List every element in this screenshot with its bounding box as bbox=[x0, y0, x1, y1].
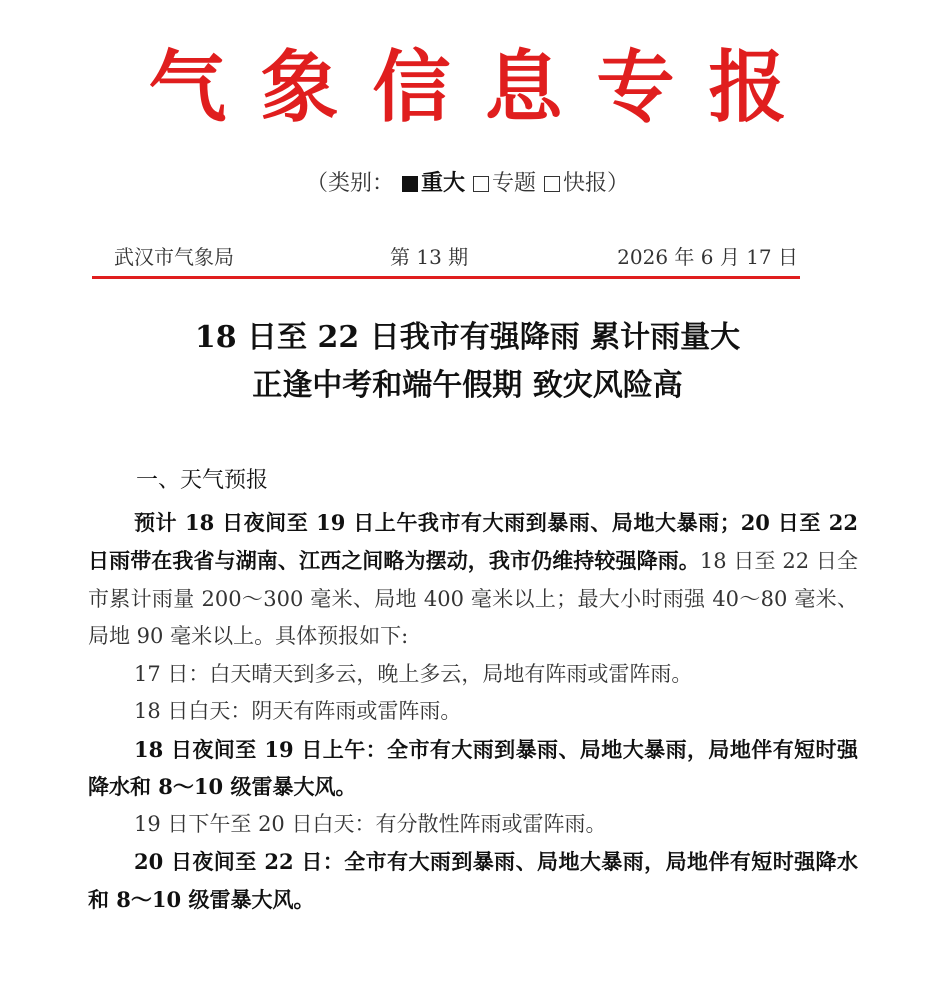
category-line bbox=[0, 166, 935, 202]
checked-box-icon bbox=[402, 176, 418, 192]
report-body bbox=[88, 462, 858, 918]
issuer: 武汉市气象局 bbox=[114, 245, 234, 269]
forecast-summary-rest: 18 日至 22 日全市累计雨量 200～300 毫米、局地 400 毫米以上；最大小时雨强 40～80 毫米、局地 90 毫米以上。具体预报如下: bbox=[88, 549, 858, 648]
category-option-major: 重大 bbox=[420, 171, 465, 196]
unchecked-box-icon bbox=[544, 176, 560, 192]
forecast-summary-bold: 预计 18 日夜间至 19 日上午我市有大雨到暴雨、局地大暴雨；20 日至 22 日雨带在我省与湖南、江西之间略为摆动，我市仍维持较强降雨。 bbox=[88, 509, 858, 573]
headline-line-1: 18 日至 22 日我市有强降雨 累计雨量大 bbox=[194, 320, 741, 355]
forecast-day-19: 19 日下午至 20 日白天：有分散性阵雨或雷阵雨。 bbox=[134, 811, 607, 836]
category-option-flash: 快报 bbox=[563, 171, 608, 196]
forecast-day-18-daytime: 18 日白天：阴天有阵雨或雷阵雨。 bbox=[134, 699, 462, 723]
issue-number: 第 13 期 bbox=[390, 245, 469, 269]
red-divider bbox=[92, 276, 800, 279]
forecast-summary bbox=[88, 504, 858, 656]
forecast-day-17: 17 日：白天晴天到多云，晚上多云，局地有阵雨或雷阵雨。 bbox=[134, 661, 693, 686]
masthead-title: 气象信息专报 bbox=[148, 42, 821, 133]
section-heading: 一、天气预报 bbox=[136, 468, 269, 493]
issue-date: 2026 年 6 月 17 日 bbox=[617, 245, 798, 269]
category-prefix: （类别： bbox=[305, 171, 394, 196]
category-suffix: ） bbox=[607, 171, 630, 196]
category-option-topic: 专题 bbox=[491, 171, 536, 196]
unchecked-box-icon bbox=[473, 176, 489, 192]
forecast-day-18-night: 18 日夜间至 19 日上午：全市有大雨到暴雨、局地大暴雨，局地伴有短时强降水和 8～10 级雷暴大风。 bbox=[88, 736, 858, 799]
headline-line-2: 正逢中考和端午假期 致灾风险高 bbox=[252, 368, 683, 403]
forecast-day-20-22: 20 日夜间至 22 日：全市有大雨到暴雨、局地大暴雨，局地伴有短时强降水和 8～10 级雷暴大风。 bbox=[88, 849, 858, 912]
